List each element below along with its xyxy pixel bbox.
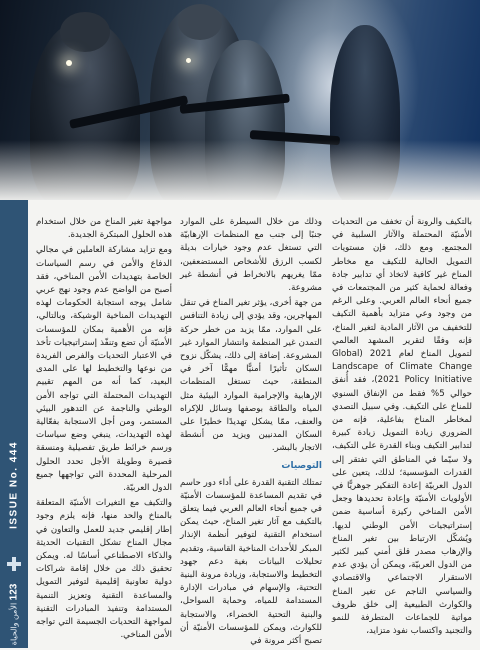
issue-label-wrap [2, 425, 26, 545]
article-column-right [332, 216, 472, 641]
paragraph: مواجهة تغير المناخ من خلال استخدام هذه الحلول المبتكرة الجديدة. [36, 217, 172, 241]
issue-number: ISSUE No. 444 [8, 441, 20, 529]
flashlight [186, 58, 191, 63]
section-heading: التوصيات [281, 460, 322, 471]
page-number: 123 [8, 583, 20, 601]
plus-icon [7, 557, 21, 571]
paragraph: والتكيف مع التغيرات الأمنيّة المتعلقة بالمناخ والحد منها، فإنه يلزم وجود إطار إقليمي جديد للعمل والتعاون في مجال المناخ تشكل التقنيات الحديثة والذكاء الاصطناعي أساسًا له. ويمكن تحقيق ذلك من خلال إقامة شراكات دولية تعاونية إقليمية لتوفير التمويل والمساعدة التقنية وتعزيز التنمية المستدامة وتنفيذ المبادرات التقنية لمواجهة التحديات الجسيمة التي تواجه الأمن المناخي. [36, 498, 172, 641]
paragraph: وذلك من خلال السيطرة على الموارد جنبًا إلى جنب مع المنظمات الإرهابيّة التي تستغل عدم وجود خيارات بديلة لكسب الرزق للأشخاص المستضعفين، ممّا يغريهم بالانخراط في أنشطة غير مشروعة. [180, 217, 322, 294]
paragraph: ومع تزايد مشاركة العاملين في مجالي الدفاع والأمن في رسم السياسات الخاصة بتهديدات الأمن المناخي، فقد أصبح من الواضح عدم وجود نهج عربي شامل يوجه استجابة الحكومات لهذه التهديدات المناخية الوشيكة، وبالتالي، فإنه من الأهمية بمكان للمؤسسات الأمنيّة أن تضع وتنفّذ إستراتيجيات تأخذ في الاعتبار التحديات والفرص الفريدة من نوعها والتخطيط لها على المدى البعيد، كما أنه من المهم تقييم التهديدات المحتملة التي تواجه الأمن الوطني والناجمة عن التدهور البيئي المستمر، ومن أجل الاستجابة بفعّالية لهذه التهديدات، ينبغي وضع سياسات ورسم خرائط طريق تفصيلية ومنسقة قصيرة وطويلة الأجل تحدد الحلول المرحلية المحددة التي تواجهها جميع الدول العربيّة. [36, 245, 172, 494]
flashlight [66, 60, 72, 66]
helmet [60, 12, 110, 52]
header-photo [0, 0, 480, 200]
magazine-name: الأمن والحياة [9, 602, 19, 646]
helmet [178, 4, 222, 40]
paragraph: تمتلك التقنية القدرة على أداء دور حاسم في تقديم المساعدة للمؤسسات الأمنيّة في جميع أنحاء العالم العربي فيما يتعلق بالتكيف مع آثار تغير المناخ، حيث يمكن استخدام التقنية لتوفير أنظمة الإنذار المبكر للأحداث المناخية القاسية، وتقديم تحليلات البيانات بغية دعم جهود التخطيط والاستجابة، وزيادة مرونة البنية التحتية، والإسهام في مبادرات الإدارة المستدامة للمياه، وحماية السواحل، والبنية التحتية الخضراء، والاستجابة للكوارث، ويمكن للمؤسسات الأمنيّة أن تصبح أكثر مرونة في [180, 477, 322, 647]
paragraph: من جهة أخرى، يؤثر تغير المناخ في تنقل المهاجرين، وقد يؤدي إلى زيادة التنافس على الموارد، ممّا يزيد من خطر حركة التمدن غير المنظمة وانتشار الموارد غير المشروعة. إضافة إلى ذلك، يشكّل نزوح السكان تأثيرًا أمنيًّا مهمًّا آخر في المنطقة، حيث تستغل المنظمات الإرهابية والإجرامية الموارد البيئية مثل المياه والطاقة بوصفها وسائل للإكراه والعنف، ممّا يشكل تهديدًا خطيرًا على السكان المدنيين ويزيد من أنشطة الاتجار بالبشر. [180, 298, 322, 454]
photo-fade [0, 140, 480, 200]
article-column-left [36, 216, 172, 645]
paragraph: بالتكيف والرونة أن تخفف من التحديات الأمنيّة المحتملة والآثار السلبية في المجتمع. ومع ذلك، فإن مستويات التمويل الحالية للتكيف مع مخاطر المناخ غير كافية لاتخاذ أي تدابير جادة وفعالة لحماية كثير من المجتمعات في جميع أنحاء العالم العربي. وعلى الرغم من وجود وعي متزايد بأهمية التكيف للتخفيف من الآثار المادية لتغير المناخ، فإنه وفقًا لتقرير المشهد العالمي لتمويل المناخ لعام 2021 (Global Landscape of Climate Change 2021 Policy Initiative)، فقد أُنفق حوالي 5% فقط من الإنفاق السنوي للمناخ على التكيف. وفي سبيل التصدي لمخاطر المناخ بفاعلية، فإنه من الضروري زيادة التمويل زيادة كبيرة لتدابير التكيف وبناء القدرة على التكيف، ولا سيّما في المناطق التي تفتقر إلى القدرات المؤسسية؛ لذلك، يتعين على الدول العربيّة إعادة التفكير جوهريًّا في الأولويات الأمنيّة وإعادة تحديدها وجعل الأمن المناخي ركيزة أساسية ضمن إستراتيجيات الأمن الوطني لديها. ويُشكّل الارتباط بين تغير المناخ والإرهاب مصدر قلق أمني كبير لكثير من الدول العربيّة، ويمكن أن يؤدي عدم الاستقرار الاجتماعي والاقتصادي والسياسي الناجم عن تغير المناخ والكوارث الطبيعية إلى خلق ظروف مواتية للجماعات المتطرفة للنمو والتجنيد واكتساب نفوذ متزايد، [332, 217, 472, 637]
article-column-middle [180, 216, 322, 650]
page-footer [2, 578, 26, 644]
